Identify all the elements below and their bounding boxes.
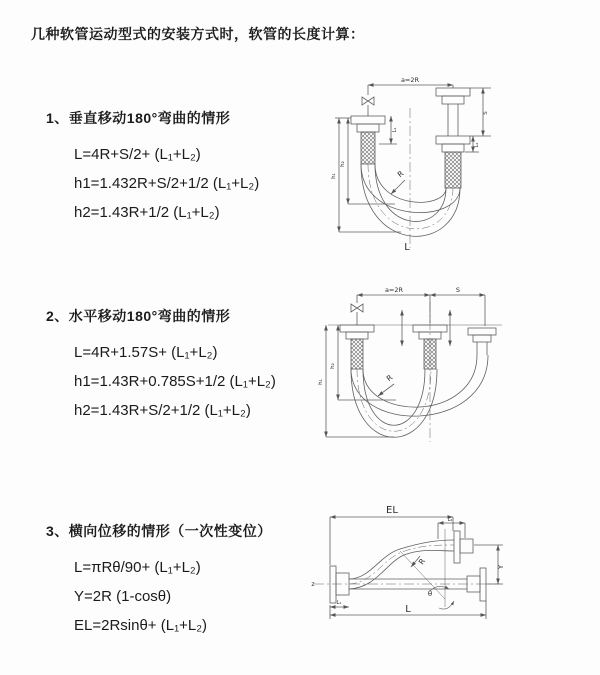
- u-bend-hose: [351, 355, 488, 437]
- bottom-right-flange: [467, 568, 486, 601]
- formula-length: L=πRθ/90+ (L₁+L₂): [74, 559, 201, 576]
- formula-length: L=4R+S/2+ (L₁+L₂): [74, 146, 201, 163]
- left-flange: [330, 566, 349, 603]
- angle-label: θ: [427, 590, 433, 598]
- dimension-a-2r: [357, 295, 430, 323]
- dim-label-y: Y: [497, 564, 505, 570]
- dim-label-h2: h₂: [330, 363, 336, 369]
- braided-hose-section: [351, 339, 363, 369]
- dimension-y: [474, 545, 503, 584]
- centerline-mark: z: [311, 581, 315, 588]
- diagram-horizontal-180-bend: [310, 282, 600, 452]
- dim-label-a2r: a=2R: [400, 76, 420, 84]
- radius-leader: [378, 384, 394, 396]
- formula-h2: h2=1.43R+1/2 (L₁+L₂): [74, 204, 220, 221]
- dim-label-s: S: [455, 286, 461, 294]
- valve-icon: [351, 304, 363, 325]
- radius-leader: [391, 180, 405, 194]
- curved-hose-position: [349, 540, 454, 589]
- dim-label-h2: h₂: [340, 161, 346, 167]
- section-2-formulas: [74, 338, 276, 425]
- dim-label-el: EL: [386, 505, 398, 516]
- dim-label-l2: L₂: [447, 517, 453, 523]
- formula-h1: h1=1.43R+0.785S+1/2 (L₁+L₂): [74, 373, 276, 390]
- dimension-s: [430, 295, 485, 326]
- dim-label-s: S: [483, 111, 489, 115]
- braided-hose-section: [361, 132, 375, 164]
- page-title: 几种软管运动型式的安装方式时，软管的长度计算：: [31, 26, 365, 42]
- formula-h2: h2=1.43R+S/2+1/2 (L₁+L₂): [74, 402, 251, 419]
- formula-length: L=4R+1.57S+ (L₁+L₂): [74, 344, 218, 361]
- section-vertical-180: [46, 108, 259, 227]
- dim-label-h1: h₁: [318, 379, 324, 385]
- dimension-l2: [438, 523, 465, 539]
- dim-label-a2r: a=2R: [384, 286, 404, 294]
- right-hose-connector: [468, 328, 496, 355]
- radius-label: R: [384, 372, 395, 384]
- section-lateral-displacement: [46, 521, 272, 640]
- section-3-heading: 3、横向位移的情形（一次性变位）: [46, 523, 272, 539]
- radius-label: R: [395, 168, 406, 180]
- section-1-heading: 1、垂直移动180°弯曲的情形: [46, 110, 231, 126]
- dimension-a-2r: [368, 85, 453, 95]
- section-1-formulas: [74, 140, 259, 227]
- right-hose-connector: [436, 88, 470, 188]
- left-hose-connector: [351, 116, 385, 164]
- dim-label-l1: L₁: [392, 127, 398, 133]
- diagram-lateral-displacement: [300, 495, 600, 645]
- valve-icon: [362, 97, 374, 116]
- formula-h1: h1=1.432R+S/2+1/2 (L₁+L₂): [74, 175, 260, 192]
- dim-label-l: L: [405, 604, 411, 615]
- braided-hose-section: [445, 152, 461, 188]
- section-3-formulas: [74, 553, 272, 640]
- left-hose-connector: [340, 325, 374, 369]
- section-2-heading: 2、水平移动180°弯曲的情形: [46, 308, 231, 324]
- diagram-vertical-180-bend: [315, 72, 600, 262]
- straight-hose-position: [314, 579, 500, 589]
- dim-label-l2: L₂: [474, 142, 480, 148]
- dim-label-h1: h₁: [331, 173, 337, 179]
- formula-y: Y=2R (1-cosθ): [74, 588, 172, 605]
- radius-label: R: [416, 556, 428, 567]
- formula-el: EL=2Rsinθ+ (L₁+L₂): [74, 617, 208, 634]
- dim-label-l1: L₁: [336, 600, 342, 606]
- section-horizontal-180: [46, 306, 276, 425]
- top-right-flange: [454, 531, 473, 563]
- length-label: L: [404, 242, 410, 253]
